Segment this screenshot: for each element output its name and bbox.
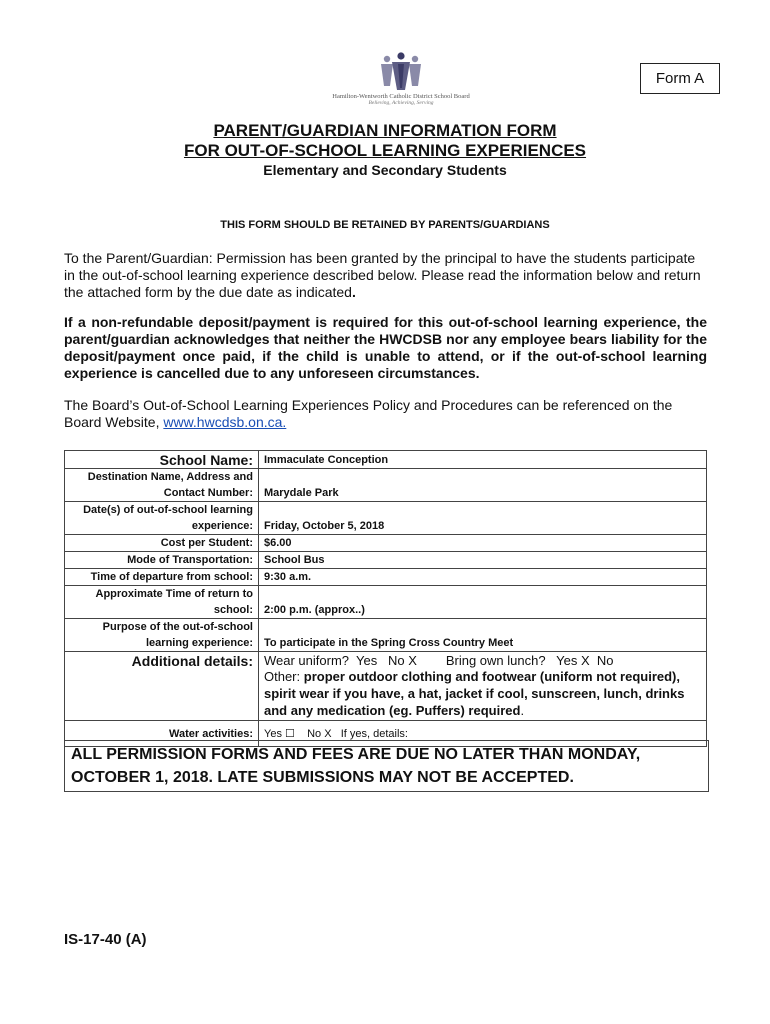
board-website-link[interactable]: www.hwcdsb.on.ca. xyxy=(163,414,287,430)
school-board-logo xyxy=(316,52,486,114)
table-row xyxy=(65,552,707,569)
departure-label: Time of departure from school: xyxy=(65,569,259,586)
water-activities-label: Water activities: xyxy=(65,721,259,747)
purpose-label xyxy=(65,619,259,652)
form-number: IS-17-40 (A) xyxy=(64,931,147,948)
other-bold-text: proper outdoor clothing and footwear (uniform not required), spirit wear if you have, a hat, jacket if cool, sunscreen, lunch, drinks and any medication (eg. Puffers) required xyxy=(264,669,685,718)
purpose-label-line2: learning experience: xyxy=(146,637,253,649)
table-row xyxy=(65,469,707,502)
table-row xyxy=(65,451,707,469)
dates-label xyxy=(65,502,259,535)
intro-paragraph xyxy=(64,250,707,301)
due-notice: ALL PERMISSION FORMS AND FEES ARE DUE NO LATER THAN MONDAY, OCTOBER 1, 2018. LATE SUBMISSIONS MAY NOT BE ACCEPTED. xyxy=(64,740,709,792)
intro-text: To the Parent/Guardian: Permission has been granted by the principal to have the students participate in the out-of-school learning experience described below. Please read the information below and return the attached form by the due date as indicated xyxy=(64,250,701,300)
table-row xyxy=(65,652,707,721)
additional-details-label: Additional details: xyxy=(65,652,259,721)
policy-paragraph xyxy=(64,397,707,431)
form-label-box xyxy=(640,63,720,94)
page-title-line1: PARENT/GUARDIAN INFORMATION FORM xyxy=(213,121,557,140)
logo-org-name: Hamilton-Wentworth Catholic District School Board xyxy=(332,93,470,100)
retain-notice: THIS FORM SHOULD BE RETAINED BY PARENTS/GUARDIANS xyxy=(220,219,550,231)
water-activities-value: Yes ☐ No X If yes, details: xyxy=(259,721,707,747)
transport-label: Mode of Transportation: xyxy=(65,552,259,569)
three-figures-logo-icon xyxy=(378,52,424,92)
other-prefix: Other: xyxy=(264,669,304,684)
dates-label-line2: experience: xyxy=(191,520,253,532)
purpose-label-line1: Purpose of the out-of-school xyxy=(102,621,253,633)
table-row xyxy=(65,619,707,652)
destination-label-line1: Destination Name, Address and xyxy=(87,471,253,483)
destination-value: Marydale Park xyxy=(259,469,707,502)
return-value: 2:00 p.m. (approx..) xyxy=(259,586,707,619)
deposit-notice: If a non-refundable deposit/payment is required for this out-of-school learning experience, the parent/guardian acknowledges that neither the HWCDSB nor any employee bears liability for the deposit/payment once paid, if the child is unable to attend, or if the out-of-school learning experience is cancelled due to any unforeseen circumstances. xyxy=(64,314,707,381)
departure-value: 9:30 a.m. xyxy=(259,569,707,586)
other-details xyxy=(264,669,701,720)
table-row xyxy=(65,535,707,552)
return-label-line1: Approximate Time of return to xyxy=(95,588,253,600)
school-name-label: School Name: xyxy=(65,451,259,469)
cost-value: $6.00 xyxy=(259,535,707,552)
return-label xyxy=(65,586,259,619)
table-row xyxy=(65,569,707,586)
dates-label-line1: Date(s) of out-of-school learning xyxy=(83,504,253,516)
additional-details-value xyxy=(259,652,707,721)
return-label-line2: school: xyxy=(213,604,253,616)
school-name-value: Immaculate Conception xyxy=(259,451,707,469)
logo-motto: Believing, Achieving, Serving xyxy=(368,100,434,106)
policy-text: The Board’s Out-of-School Learning Experiences Policy and Procedures can be referenced on the Board Website, xyxy=(64,397,673,430)
transport-value: School Bus xyxy=(259,552,707,569)
table-row xyxy=(65,502,707,535)
trip-details-table xyxy=(64,450,707,747)
destination-label-line2: Contact Number: xyxy=(163,487,253,499)
table-row xyxy=(65,586,707,619)
page-title-line2: FOR OUT-OF-SCHOOL LEARNING EXPERIENCES xyxy=(183,141,587,160)
uniform-lunch-line: Wear uniform? Yes No X Bring own lunch? Yes X No xyxy=(264,653,614,668)
destination-label xyxy=(65,469,259,502)
form-label: Form A xyxy=(655,70,705,87)
other-end: . xyxy=(520,703,525,718)
intro-end: . xyxy=(351,284,356,300)
dates-value: Friday, October 5, 2018 xyxy=(259,502,707,535)
purpose-value: To participate in the Spring Cross Country Meet xyxy=(259,619,707,652)
page-subtitle: Elementary and Secondary Students xyxy=(263,162,507,178)
cost-label: Cost per Student: xyxy=(65,535,259,552)
